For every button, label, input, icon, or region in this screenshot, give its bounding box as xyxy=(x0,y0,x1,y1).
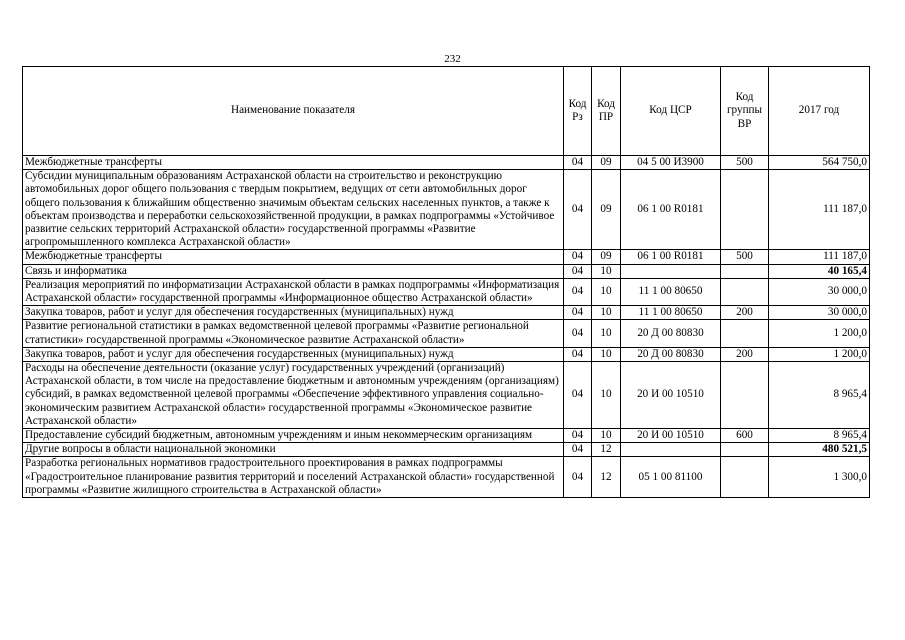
row-vr xyxy=(721,362,769,429)
row-pr: 10 xyxy=(592,306,621,320)
row-vr xyxy=(721,457,769,498)
row-pr: 12 xyxy=(592,443,621,457)
row-pr: 10 xyxy=(592,320,621,347)
row-pr: 10 xyxy=(592,264,621,278)
header-vr: Код группы ВР xyxy=(721,67,769,156)
row-name: Другие вопросы в области национальной экономики xyxy=(23,443,564,457)
row-vr: 500 xyxy=(721,250,769,264)
row-sum: 30 000,0 xyxy=(769,306,870,320)
table-row xyxy=(23,156,870,170)
row-name: Связь и информатика xyxy=(23,264,564,278)
row-name: Расходы на обеспечение деятельности (оказание услуг) государственных учреждений (организаций) Астраханской области, в том числе на предоставление бюджетным и автономным учреждениям (организациям) субсидий, в рамках ведомственной целевой программы «Обеспечение эффективного управления социально-экономическим развитием Астраханской области» государственной программы «Экономическое развитие Астраханской области» xyxy=(23,362,564,429)
row-sum: 40 165,4 xyxy=(769,264,870,278)
row-rz: 04 xyxy=(564,320,592,347)
table-row xyxy=(23,278,870,305)
header-csr: Код ЦСР xyxy=(621,67,721,156)
row-name: Предоставление субсидий бюджетным, автономным учреждениям и иным некоммерческим организациям xyxy=(23,429,564,443)
row-pr: 10 xyxy=(592,347,621,361)
header-rz: Код Рз xyxy=(564,67,592,156)
row-pr: 09 xyxy=(592,250,621,264)
table-row xyxy=(23,250,870,264)
table-row xyxy=(23,429,870,443)
page-number: 232 xyxy=(444,53,461,65)
row-pr: 12 xyxy=(592,457,621,498)
row-pr: 09 xyxy=(592,170,621,250)
row-csr: 11 1 00 80650 xyxy=(621,306,721,320)
row-vr: 600 xyxy=(721,429,769,443)
row-sum: 1 200,0 xyxy=(769,320,870,347)
row-csr: 20 И 00 10510 xyxy=(621,362,721,429)
row-rz: 04 xyxy=(564,170,592,250)
row-csr xyxy=(621,264,721,278)
row-vr: 200 xyxy=(721,306,769,320)
row-name: Субсидии муниципальным образованиям Астраханской области на строительство и реконструкцию автомобильных дорог общего пользования с твердым покрытием, ведущих от сети автомобильных дорог общего пользования к ближайшим общественно значимым объектам сельских населенных пунктов, а также к объектам производства и переработки сельскохозяйственной продукции, в рамках подпрограммы «Устойчивое развитие сельских территорий Астраханской области» государственной программы «Развитие агропромышленного комплекса Астраханской области» xyxy=(23,170,564,250)
row-vr: 200 xyxy=(721,347,769,361)
row-csr: 11 1 00 80650 xyxy=(621,278,721,305)
row-name: Закупка товаров, работ и услуг для обеспечения государственных (муниципальных) нужд xyxy=(23,306,564,320)
row-vr: 500 xyxy=(721,156,769,170)
row-rz: 04 xyxy=(564,429,592,443)
table-row xyxy=(23,306,870,320)
row-rz: 04 xyxy=(564,443,592,457)
table-row xyxy=(23,170,870,250)
row-rz: 04 xyxy=(564,250,592,264)
table-header-row xyxy=(23,67,870,156)
row-name: Закупка товаров, работ и услуг для обеспечения государственных (муниципальных) нужд xyxy=(23,347,564,361)
row-name: Межбюджетные трансферты xyxy=(23,156,564,170)
row-csr: 20 И 00 10510 xyxy=(621,429,721,443)
table-row xyxy=(23,347,870,361)
row-sum: 564 750,0 xyxy=(769,156,870,170)
table-row xyxy=(23,443,870,457)
table-row xyxy=(23,320,870,347)
row-vr xyxy=(721,264,769,278)
row-name: Развитие региональной статистики в рамках ведомственной целевой программы «Развитие региональной статистики» государственной программы «Экономическое развитие Астраханской области» xyxy=(23,320,564,347)
row-sum: 8 965,4 xyxy=(769,429,870,443)
row-csr: 04 5 00 И3900 xyxy=(621,156,721,170)
row-rz: 04 xyxy=(564,278,592,305)
table-row xyxy=(23,457,870,498)
row-csr xyxy=(621,443,721,457)
row-pr: 10 xyxy=(592,278,621,305)
row-sum: 8 965,4 xyxy=(769,362,870,429)
row-rz: 04 xyxy=(564,457,592,498)
row-rz: 04 xyxy=(564,156,592,170)
row-rz: 04 xyxy=(564,347,592,361)
row-sum: 30 000,0 xyxy=(769,278,870,305)
row-rz: 04 xyxy=(564,362,592,429)
row-rz: 04 xyxy=(564,264,592,278)
row-name: Реализация мероприятий по информатизации Астраханской области в рамках подпрограммы «Информатизация Астраханской области» государственной программы «Информационное общество Астраханской области» xyxy=(23,278,564,305)
header-year: 2017 год xyxy=(769,67,870,156)
row-sum: 111 187,0 xyxy=(769,170,870,250)
row-vr xyxy=(721,170,769,250)
row-sum: 111 187,0 xyxy=(769,250,870,264)
row-vr xyxy=(721,443,769,457)
table-row xyxy=(23,264,870,278)
row-csr: 20 Д 00 80830 xyxy=(621,347,721,361)
row-csr: 06 1 00 R0181 xyxy=(621,250,721,264)
row-sum: 1 300,0 xyxy=(769,457,870,498)
row-rz: 04 xyxy=(564,306,592,320)
row-vr xyxy=(721,320,769,347)
row-pr: 09 xyxy=(592,156,621,170)
budget-table xyxy=(22,66,870,498)
row-csr: 06 1 00 R0181 xyxy=(621,170,721,250)
row-name: Разработка региональных нормативов градостроительного проектирования в рамках подпрограммы «Градостроительное планирование развития территорий и поселений Астраханской области» государственной программы «Развитие жилищного строительства в Астраханской области» xyxy=(23,457,564,498)
row-csr: 20 Д 00 80830 xyxy=(621,320,721,347)
row-pr: 10 xyxy=(592,429,621,443)
header-pr: Код ПР xyxy=(592,67,621,156)
row-sum: 1 200,0 xyxy=(769,347,870,361)
row-sum: 480 521,5 xyxy=(769,443,870,457)
table-row xyxy=(23,362,870,429)
header-name: Наименование показателя xyxy=(23,67,564,156)
row-csr: 05 1 00 81100 xyxy=(621,457,721,498)
row-vr xyxy=(721,278,769,305)
row-name: Межбюджетные трансферты xyxy=(23,250,564,264)
row-pr: 10 xyxy=(592,362,621,429)
